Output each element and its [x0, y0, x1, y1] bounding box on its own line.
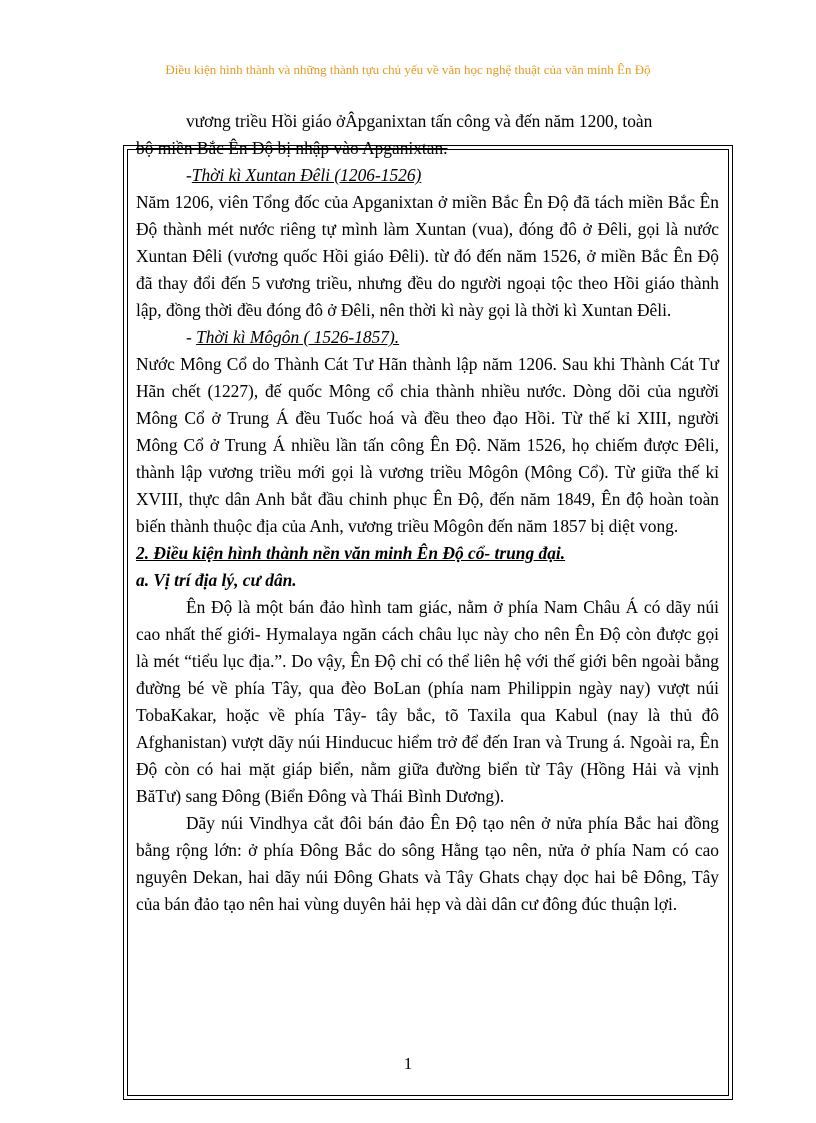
section-dash: - [186, 165, 192, 185]
section-title-xuntan: Thời kì Xuntan Đêli (1206-1526) [191, 165, 422, 185]
section-heading-xuntan [136, 162, 719, 189]
paragraph-xuntan: Năm 1206, viên Tổng đốc của Apganixtan ở miền Bắc Ên Độ đã tách miền Bắc Ên Độ thành mét nước riêng tự mình làm Xuntan (vua), đóng đô ở Đêli, gọi là nước Xuntan Đêli (vương quốc Hồi giáo Đêli). từ đó đến năm 1526, ở miền Bắc Ên Độ đã thay đổi đến 5 vương triều, nhưng đều do người ngoại tộc theo Hồi giáo thành lập, đồng thời đều đóng đô ở Đêli, nên thời kì này gọi là thời kì Xuntan Đêli. [136, 192, 719, 320]
paragraph-geography: Ên Độ là một bán đảo hình tam giác, nằm ở phía Nam Châu Á có dãy núi cao nhất thế giới- Hymalaya ngăn cách châu lục này cho nên Ên Độ còn được gọi là mét “tiểu lục địa.”. Do vậy, Ên Độ chỉ có thể liên hệ với thế giới bên ngoài bằng đường bé về phía Tây, qua đèo BoLan (phía nam Philippin ngày nay) vượt núi TobaKakar, hoặc về phía Tây- tây bắc, tõ Taxila qua Kabul (nay là thủ đô Afghanistan) vượt dãy núi Hinducuc hiểm trở để đến Iran và Trung á. Ngoài ra, Ên Độ còn có hai mặt giáp biển, nằm giữa đường biển từ Tây (Hồng Hải và vịnh BăTư) sang Đông (Biển Đông và Thái Bình Dương). [136, 597, 719, 806]
continuation-text: vương triều Hồi giáo ởÂpganixtan tấn công và đến năm 1200, toàn [186, 111, 653, 131]
document-body [136, 108, 719, 918]
paragraph-mogon: Nước Mông Cổ do Thành Cát Tư Hãn thành lập năm 1206. Sau khi Thành Cát Tư Hãn chết (1227), đế quốc Mông cổ chia thành nhiều nước. Dòng dõi của người Mông Cổ ở Trung Á đều Tuốc hoá và đều theo đạo Hồi. Từ thế kỉ XIII, người Mông Cổ ở Trung Á nhiều lần tấn công Ên Độ. Năm 1526, họ chiếm được Đêli, thành lập vương triều mới gọi là vương triều Môgôn (Mông Cổ). Từ giữa thế kỉ XVIII, thực dân Anh bắt đầu chinh phục Ên Độ, đến năm 1849, Ên độ hoàn toàn biến thành thuộc địa của Anh, vương triều Môgôn đến năm 1857 bị diệt vong. [136, 354, 719, 536]
section-title-mogon: Thời kì Môgôn ( 1526-1857). [196, 327, 400, 347]
heading-subsection-a: a. Vị trí địa lý, cư dân. [136, 570, 297, 590]
continuation-struck-text: bộ miền Bắc Ên Độ bị nhập vào Apganixtan. [136, 138, 448, 158]
paragraph-vindhya: Dãy núi Vindhya cắt đôi bán đảo Ên Độ tạo nên ở nửa phía Bắc hai đồng bằng rộng lớn: ở phía Đông Bắc do sông Hằng tạo nên, nửa ở phía Nam có cao nguyên Dekan, hai dãy núi Đông Ghats và Tây Ghats chạy dọc hai bê Đông, Tây của bán đảo tạo nên hai vùng duyên hải hẹp và dài dân cư đông đúc thuận lợi. [136, 813, 719, 914]
document-header: Điều kiện hình thành và những thành tựu chủ yếu về văn học nghệ thuật của văn minh Ên Độ [165, 62, 651, 77]
section-heading-mogon [136, 324, 719, 351]
heading-section-2: 2. Điều kiện hình thành nền văn minh Ên Độ cổ- trung đại. [136, 543, 566, 563]
page-number: 1 [403, 1054, 413, 1073]
paragraph-continuation [136, 108, 719, 162]
section-dash: - [186, 327, 197, 347]
